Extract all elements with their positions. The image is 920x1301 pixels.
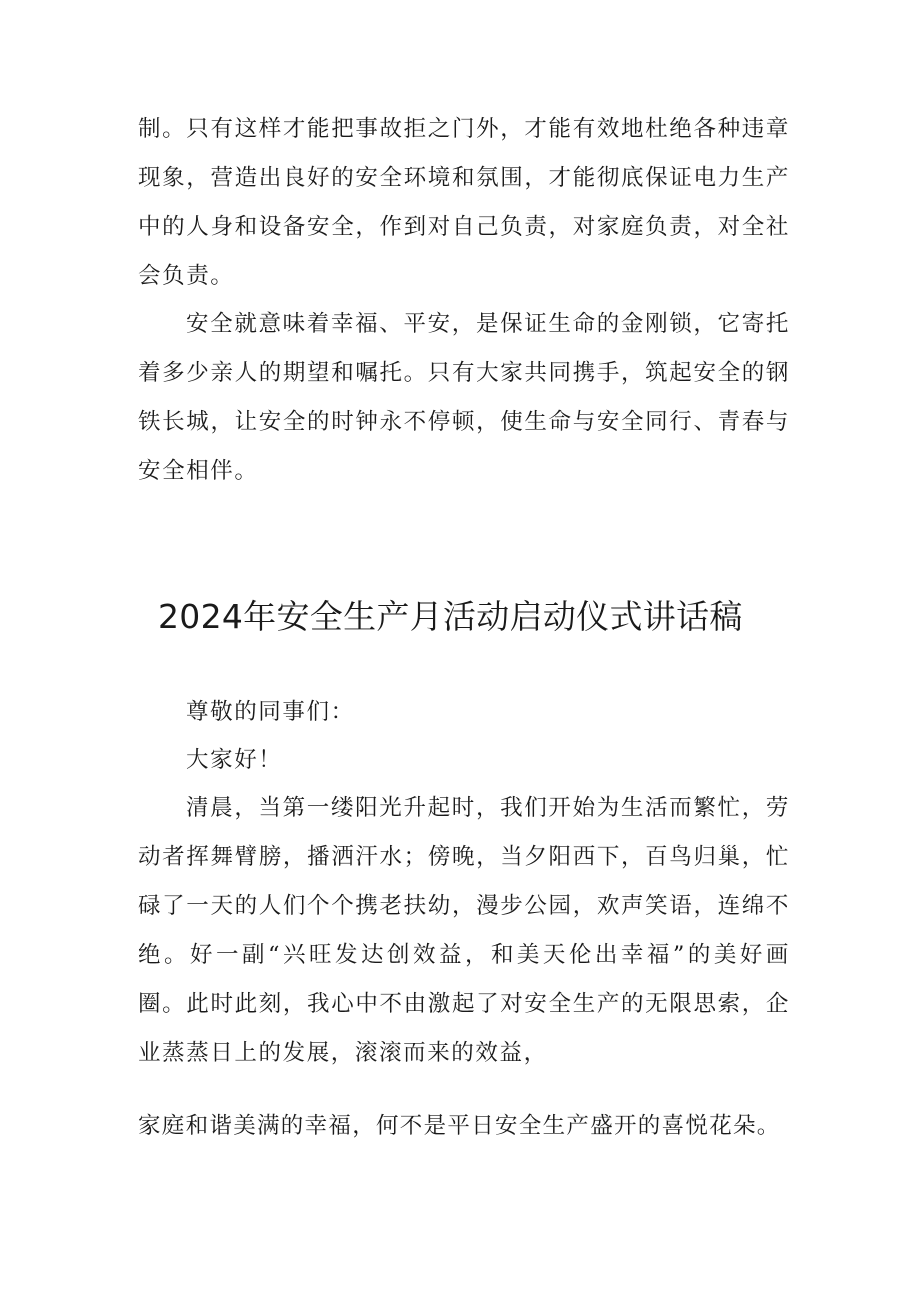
paragraph-morning: 清晨，当第一缕阳光升起时，我们开始为生活而繁忙，劳动者挥舞臂膀，播洒汗水；傍晚，当夕阳西下，百鸟归巢，忙碌了一天的人们个个携老扶幼，漫步公园，欢声笑语，连绵不绝。好一副“兴旺发达创效益，和美天伦出幸福”的美好画圈。此时此刻，我心中不由激起了对安全生产的无限思索，企业蒸蒸日上的发展，滚滚而来的效益， [138, 795, 790, 1066]
paragraph-safety-meaning: 安全就意味着幸福、平安，是保证生命的金刚锁，它寄托着多少亲人的期望和嘱托。只有大家共同携手，筑起安全的钢铁长城，让安全的时钟永不停顿，使生命与安全同行、青春与安全相伴。 [138, 311, 790, 484]
salutation: 尊敬的同事们： [186, 699, 355, 725]
paragraph-continuation: 制。只有这样才能把事故拒之门外，才能有效地杜绝各种违章现象，营造出良好的安全环境和氛围，才能彻底保证电力生产中的人身和设备安全，作到对自己负责，对家庭负责，对全社会负责。 [138, 116, 790, 289]
document-title: 2024年安全生产月活动启动仪式讲话稿 [158, 597, 743, 636]
greeting: 大家好！ [186, 747, 283, 773]
paragraph-family-happiness: 家庭和谐美满的幸福，何不是平日安全生产盛开的喜悦花朵。 [138, 1113, 781, 1139]
